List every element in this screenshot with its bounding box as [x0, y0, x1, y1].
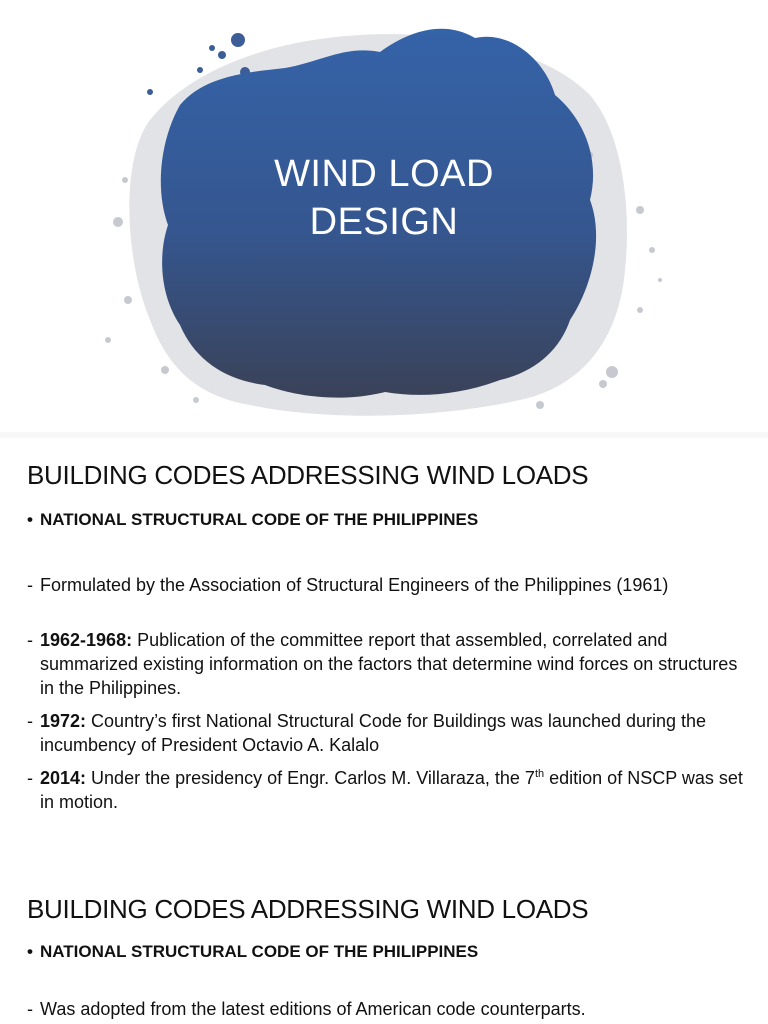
list-item-text: Publication of the committee report that assembled, correlated and summarized existing information on the factors that determine wind forces on structures in the Philippines.: [40, 630, 738, 698]
list-item-year: 1962-1968:: [40, 630, 133, 650]
slide-heading: BUILDING CODES ADDRESSING WIND LOADS: [27, 894, 589, 924]
list-item: [27, 709, 747, 757]
bullet-text: NATIONAL STRUCTURAL CODE OF THE PHILIPPINES: [40, 510, 479, 529]
dash-marker: -: [27, 575, 33, 595]
dash-marker: -: [27, 630, 33, 650]
bullet-item: [27, 510, 478, 530]
bullet-item: [27, 942, 478, 962]
list-item-year: 1972:: [40, 711, 87, 731]
list-item-text: Formulated by the Association of Structural Engineers of the Philippines (1961): [40, 575, 669, 595]
list-item-text: Was adopted from the latest editions of American code counterparts.: [40, 999, 586, 1019]
list-item: [27, 766, 747, 814]
list-item-text: Under the presidency of Engr. Carlos M. Villaraza, the 7: [86, 768, 535, 788]
list-item-year: 2014:: [40, 768, 87, 788]
superscript: th: [534, 768, 545, 780]
slide-title: [234, 150, 534, 246]
dash-marker: -: [27, 768, 33, 788]
dash-marker: -: [27, 711, 33, 731]
content-slide-2: [0, 876, 768, 1024]
bullet-dot: •: [27, 510, 33, 529]
title-line-1: WIND LOAD: [274, 153, 494, 195]
list-item: [27, 997, 747, 1021]
content-slide-1: [0, 438, 768, 870]
title-line-2: DESIGN: [309, 201, 459, 243]
bullet-text: NATIONAL STRUCTURAL CODE OF THE PHILIPPINES: [40, 942, 479, 961]
list-item-text-after: edition of NSCP was set in motion.: [40, 768, 743, 812]
list-item: [27, 573, 747, 597]
dash-marker: -: [27, 999, 33, 1019]
title-slide: [0, 0, 768, 432]
bullet-dot: •: [27, 942, 33, 961]
list-item-text: Country’s first National Structural Code for Buildings was launched during the incumbency of President Octavio A. Kalalo: [40, 711, 707, 755]
slide-heading: BUILDING CODES ADDRESSING WIND LOADS: [27, 460, 589, 490]
list-item: [27, 628, 747, 700]
